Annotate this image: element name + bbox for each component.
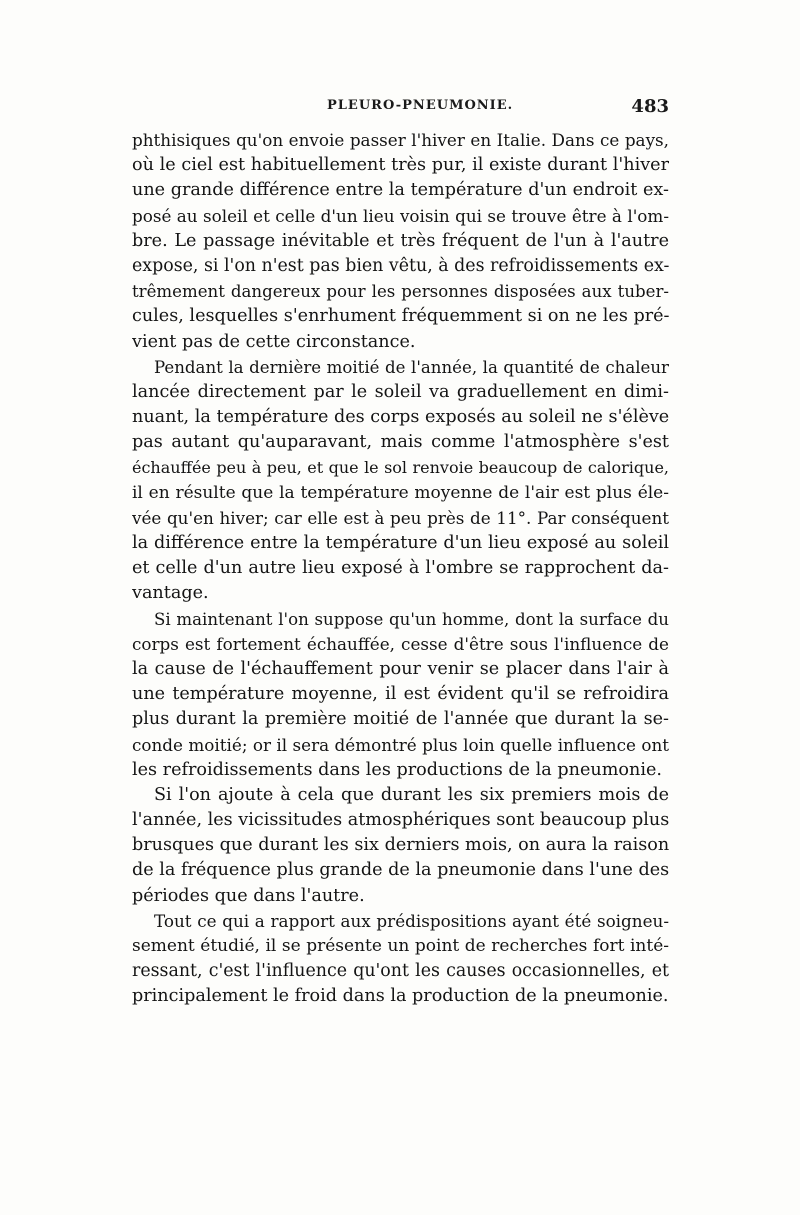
text-line: bre. Le passage inévitable et très fréquent de l'un à l'autre: [132, 230, 669, 251]
text-line: phthisiques qu'on envoie passer l'hiver en Italie. Dans ce pays,: [132, 130, 669, 150]
text-line: de la fréquence plus grande de la pneumonie dans l'une des: [132, 860, 669, 881]
text-line: échauffée peu à peu, et que le sol renvoie beaucoup de calorique,: [132, 458, 669, 478]
text-line: où le ciel est habituellement très pur, il existe durant l'hiver: [132, 155, 669, 176]
body-text: [132, 128, 669, 1010]
text-line: une température moyenne, il est évident qu'il se refroidira: [132, 684, 669, 705]
text-line: il en résulte que la température moyenne de l'air est plus éle-: [132, 482, 669, 503]
text-line: expose, si l'on n'est pas bien vêtu, à des refroidissements ex-: [132, 255, 669, 276]
text-line: les refroidissements dans les productions de la pneumonie.: [132, 759, 662, 780]
text-line: posé au soleil et celle d'un lieu voisin qui se trouve être à l'om-: [132, 205, 669, 226]
text-line: périodes que dans l'autre.: [132, 885, 365, 906]
text-line: Si l'on ajoute à cela que durant les six premiers mois de: [154, 784, 669, 805]
text-line: cules, lesquelles s'enrhument fréquemment si on ne les pré-: [132, 306, 669, 327]
text-line: nuant, la température des corps exposés au soleil ne s'élève: [132, 407, 669, 428]
text-line: principalement le froid dans la production de la pneumonie.: [132, 986, 669, 1007]
text-line: Si maintenant l'on suppose qu'un homme, dont la surface du: [154, 609, 669, 629]
text-line: brusques que durant les six derniers mois, on aura la raison: [132, 835, 669, 856]
running-title: PLEURO-PNEUMONIE.: [327, 98, 514, 113]
text-line: Pendant la dernière moitié de l'année, la quantité de chaleur: [154, 357, 669, 377]
text-line: la différence entre la température d'un lieu exposé au soleil: [132, 533, 669, 553]
text-line: conde moitié; or il sera démontré plus loin quelle influence ont: [132, 734, 669, 755]
text-line: sement étudié, il se présente un point de recherches fort inté-: [132, 936, 669, 956]
text-line: ressant, c'est l'influence qu'ont les causes occasionnelles, et: [132, 961, 669, 982]
page-header: [132, 96, 669, 120]
text-line: vient pas de cette circonstance.: [132, 331, 416, 352]
page-number: 483: [631, 96, 669, 117]
text-line: pas autant qu'auparavant, mais comme l'atmosphère s'est: [132, 432, 669, 453]
text-line: une grande différence entre la température d'un endroit ex-: [132, 180, 669, 201]
text-line: vantage.: [132, 583, 209, 604]
text-line: lancée directement par le soleil va graduellement en dimi-: [132, 381, 669, 402]
text-line: vée qu'en hiver; car elle est à peu près de 11°. Par conséquent: [132, 507, 669, 528]
text-line: plus durant la première moitié de l'année que durant la se-: [132, 709, 669, 730]
text-line: et celle d'un autre lieu exposé à l'ombre se rapprochent da-: [132, 558, 669, 579]
text-line: corps est fortement échauffée, cesse d'être sous l'influence de: [132, 633, 669, 654]
text-line: Tout ce qui a rapport aux prédispositions ayant été soigneu-: [154, 910, 669, 931]
text-line: l'année, les vicissitudes atmosphériques sont beaucoup plus: [132, 810, 669, 831]
text-line: trêmement dangereux pour les personnes disposées aux tuber-: [132, 282, 669, 302]
text-line: la cause de l'échauffement pour venir se placer dans l'air à: [132, 658, 669, 679]
